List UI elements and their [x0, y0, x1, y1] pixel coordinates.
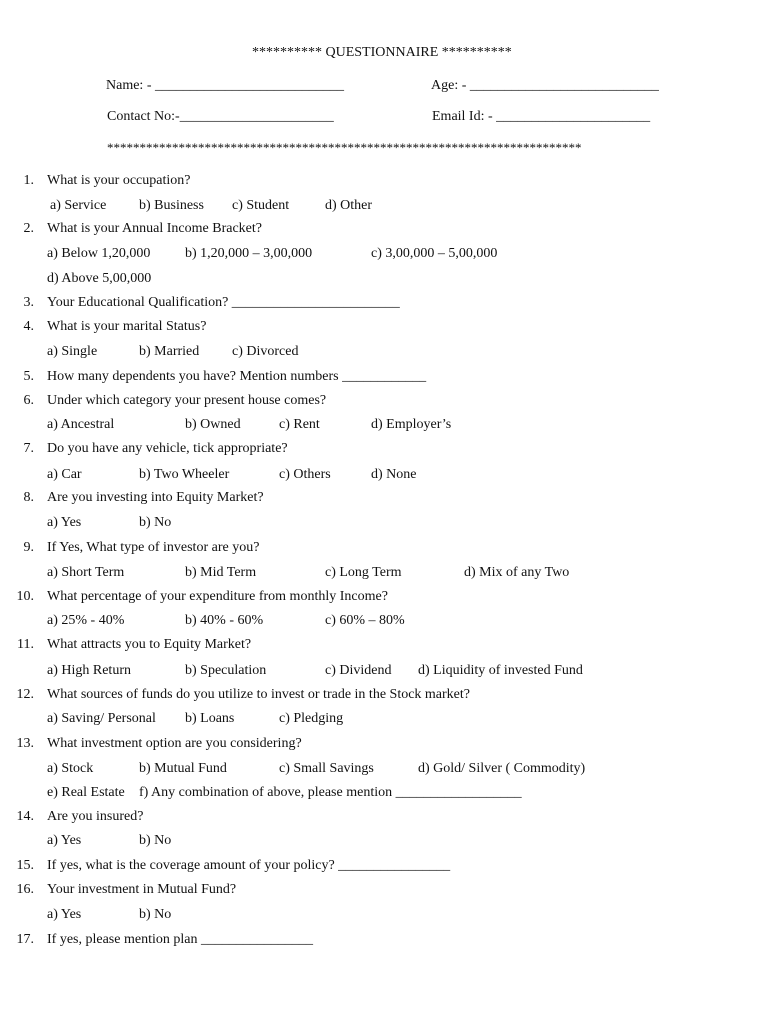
name-field[interactable]: Name: - ___________________________ — [106, 78, 344, 93]
answer-option[interactable]: c) Small Savings — [279, 761, 374, 776]
answer-option[interactable]: a) Service — [50, 198, 107, 213]
question-text[interactable]: Your Educational Qualification? ________________________ — [47, 295, 400, 310]
answer-option[interactable]: c) Long Term — [325, 565, 402, 580]
question-text: Under which category your present house comes? — [47, 393, 327, 408]
question-text: What is your Annual Income Bracket? — [47, 221, 262, 236]
answer-option[interactable]: b) Married — [139, 344, 200, 359]
question-number: 17. — [16, 932, 34, 947]
answer-option[interactable]: d) Mix of any Two — [464, 565, 570, 580]
answer-option[interactable]: a) High Return — [47, 663, 131, 678]
answer-option[interactable]: a) Below 1,20,000 — [47, 246, 151, 261]
answer-option[interactable]: b) No — [139, 515, 172, 530]
question-number: 16. — [16, 882, 34, 897]
answer-option[interactable]: c) Dividend — [325, 663, 392, 678]
question-text: What percentage of your expenditure from monthly Income? — [47, 589, 388, 604]
answer-option[interactable]: d) Liquidity of invested Fund — [418, 663, 583, 678]
answer-option[interactable]: b) 1,20,000 – 3,00,000 — [185, 246, 313, 261]
age-field[interactable]: Age: - ___________________________ — [431, 78, 659, 93]
separator-line: ************************************************************************* — [107, 140, 582, 155]
question-number: 10. — [16, 589, 34, 604]
answer-option[interactable]: d) Employer’s — [371, 417, 452, 432]
answer-option[interactable]: b) No — [139, 907, 172, 922]
answer-option[interactable]: c) Rent — [279, 417, 320, 432]
answer-option[interactable]: c) Divorced — [232, 344, 299, 359]
question-number: 13. — [16, 736, 34, 751]
answer-option[interactable]: c) Pledging — [279, 711, 344, 726]
answer-option[interactable]: b) 40% - 60% — [185, 613, 264, 628]
answer-option[interactable]: c) 60% – 80% — [325, 613, 405, 628]
question-text: What investment option are you considering? — [47, 736, 302, 751]
answer-option[interactable]: f) Any combination of above, please mention __________________ — [139, 785, 522, 800]
answer-option[interactable]: d) Other — [325, 198, 373, 213]
question-number: 3. — [23, 295, 34, 310]
question-text[interactable]: How many dependents you have? Mention numbers ____________ — [47, 369, 427, 384]
answer-option[interactable]: c) Others — [279, 467, 331, 482]
question-number: 5. — [23, 369, 34, 384]
answer-option[interactable]: b) Business — [139, 198, 204, 213]
question-text: What is your occupation? — [47, 173, 191, 188]
question-number: 4. — [23, 319, 34, 334]
question-text: Are you insured? — [47, 809, 144, 824]
answer-option[interactable]: e) Real Estate — [47, 785, 125, 800]
answer-option[interactable]: b) Owned — [185, 417, 241, 432]
answer-option[interactable]: a) 25% - 40% — [47, 613, 125, 628]
question-number: 15. — [16, 858, 34, 873]
question-text: What attracts you to Equity Market? — [47, 637, 252, 652]
question-text: Are you investing into Equity Market? — [47, 490, 264, 505]
question-number: 14. — [16, 809, 34, 824]
answer-option[interactable]: a) Saving/ Personal — [47, 711, 156, 726]
answer-option[interactable]: d) Above 5,00,000 — [47, 271, 152, 286]
answer-option[interactable]: b) Loans — [185, 711, 235, 726]
question-number: 9. — [23, 540, 34, 555]
answer-option[interactable]: b) Two Wheeler — [139, 467, 230, 482]
answer-option[interactable]: b) Mid Term — [185, 565, 257, 580]
question-text: If Yes, What type of investor are you? — [47, 540, 260, 555]
answer-option[interactable]: d) Gold/ Silver ( Commodity) — [418, 761, 586, 776]
answer-option[interactable]: c) Student — [232, 198, 290, 213]
email-field[interactable]: Email Id: - ______________________ — [432, 109, 651, 124]
answer-option[interactable]: b) Mutual Fund — [139, 761, 227, 776]
answer-option[interactable]: c) 3,00,000 – 5,00,000 — [371, 246, 498, 261]
question-text: Do you have any vehicle, tick appropriate? — [47, 441, 288, 456]
question-number: 6. — [23, 393, 34, 408]
question-text: What sources of funds do you utilize to invest or trade in the Stock market? — [47, 687, 471, 702]
answer-option[interactable]: a) Single — [47, 344, 98, 359]
question-number: 2. — [23, 221, 34, 236]
question-number: 1. — [23, 173, 34, 188]
question-number: 7. — [23, 441, 34, 456]
question-text: What is your marital Status? — [47, 319, 207, 334]
answer-option[interactable]: a) Ancestral — [47, 417, 115, 432]
answer-option[interactable]: a) Yes — [47, 515, 82, 530]
question-text: Your investment in Mutual Fund? — [47, 882, 237, 897]
question-number: 11. — [17, 637, 34, 652]
answer-option[interactable]: a) Car — [47, 467, 82, 482]
question-number: 12. — [16, 687, 34, 702]
answer-option[interactable]: a) Yes — [47, 907, 82, 922]
question-number: 8. — [23, 490, 34, 505]
question-text[interactable]: If yes, please mention plan ________________ — [47, 932, 313, 947]
answer-option[interactable]: b) No — [139, 833, 172, 848]
contact-field[interactable]: Contact No:-______________________ — [107, 109, 334, 124]
answer-option[interactable]: d) None — [371, 467, 417, 482]
answer-option[interactable]: a) Short Term — [47, 565, 125, 580]
page-title: ********** QUESTIONNAIRE ********** — [252, 45, 512, 60]
answer-option[interactable]: a) Yes — [47, 833, 82, 848]
question-text[interactable]: If yes, what is the coverage amount of your policy? ________________ — [47, 858, 451, 873]
answer-option[interactable]: b) Speculation — [185, 663, 267, 678]
answer-option[interactable]: a) Stock — [47, 761, 94, 776]
